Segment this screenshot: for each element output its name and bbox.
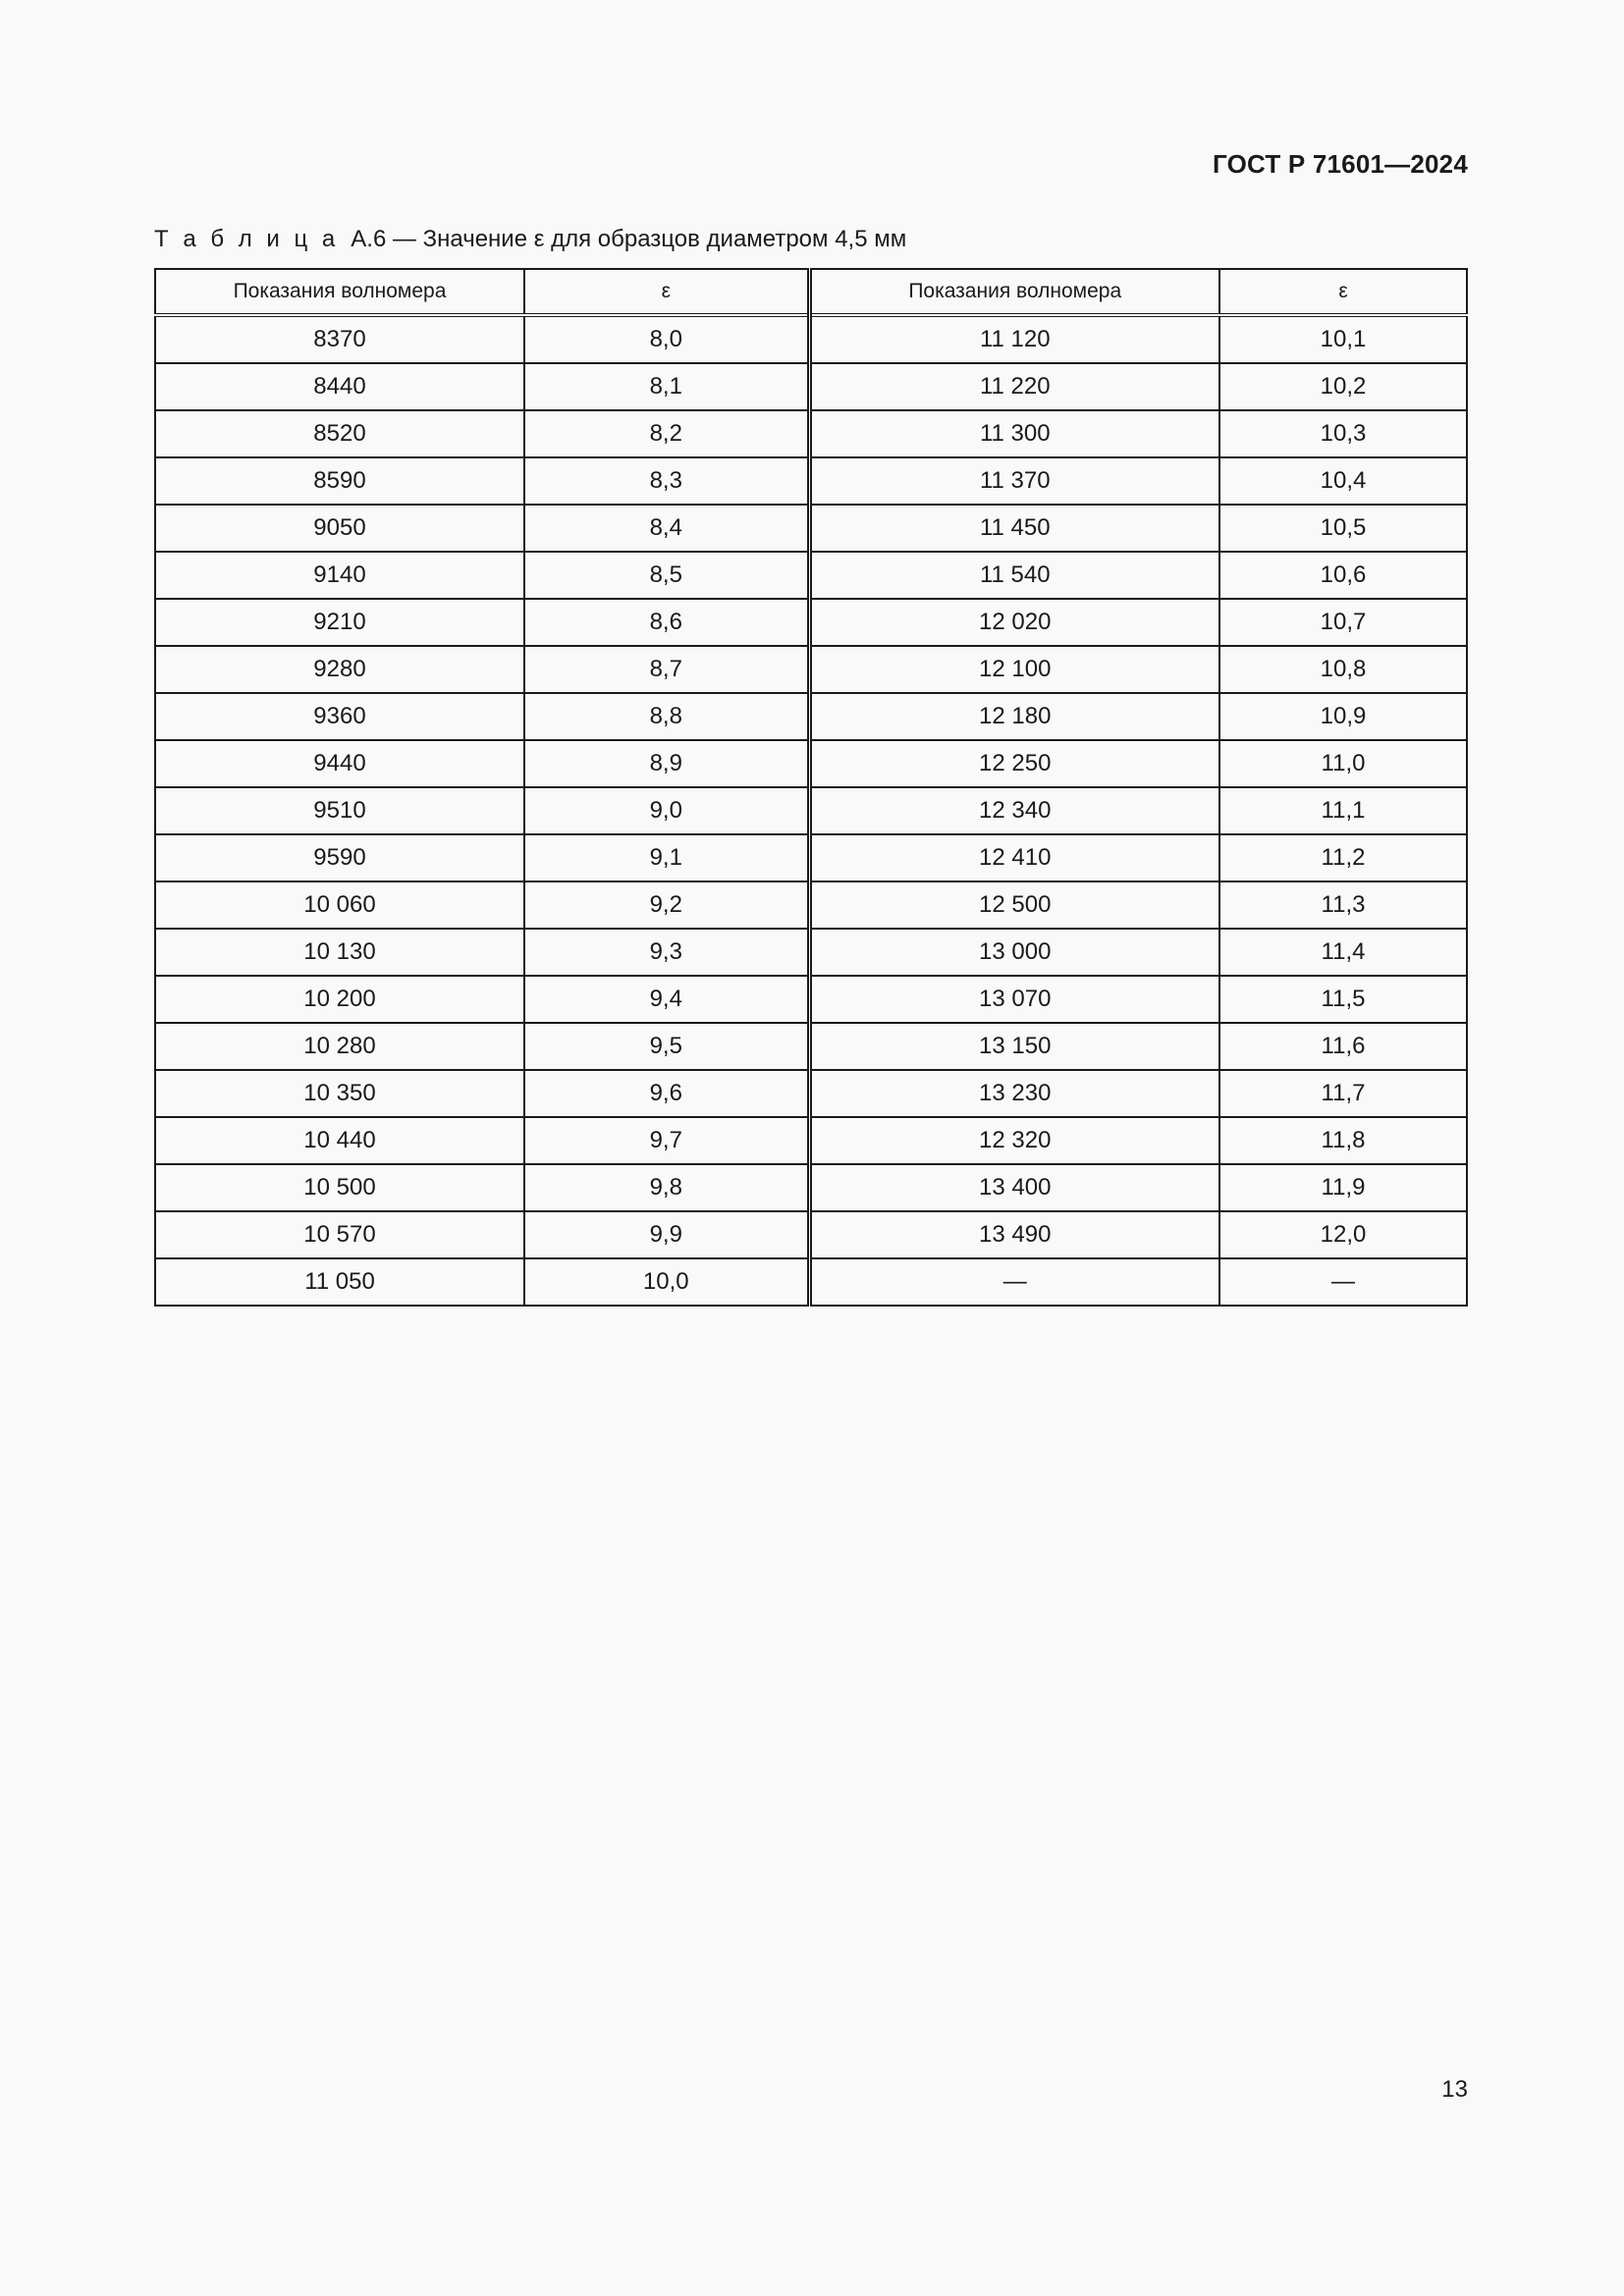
table-cell: 9210 (155, 599, 524, 646)
table-cell: 10,8 (1219, 646, 1467, 693)
table-cell: 8370 (155, 315, 524, 363)
table-cell: 8,3 (524, 457, 809, 505)
table-cell: — (809, 1258, 1219, 1306)
table-cell: 12 410 (809, 834, 1219, 881)
table-cell: 9,4 (524, 976, 809, 1023)
table-cell: 11,9 (1219, 1164, 1467, 1211)
table-cell: 12 500 (809, 881, 1219, 929)
table-cell: 11,7 (1219, 1070, 1467, 1117)
table-cell: 11 450 (809, 505, 1219, 552)
table-cell: 11 540 (809, 552, 1219, 599)
table-cell: 9140 (155, 552, 524, 599)
table-cell: 13 230 (809, 1070, 1219, 1117)
table-cell: 10 500 (155, 1164, 524, 1211)
table-cell: 12 250 (809, 740, 1219, 787)
table-cell: 9,7 (524, 1117, 809, 1164)
table-row (155, 505, 1467, 552)
table-cell: 10 440 (155, 1117, 524, 1164)
table-cell: 9,0 (524, 787, 809, 834)
table-cell: 11,6 (1219, 1023, 1467, 1070)
table-row (155, 976, 1467, 1023)
table-cell: 11 300 (809, 410, 1219, 457)
table-row (155, 1117, 1467, 1164)
table-cell: 10,0 (524, 1258, 809, 1306)
table-cell: 10 570 (155, 1211, 524, 1258)
table-body (155, 315, 1467, 1306)
table-cell: 8,2 (524, 410, 809, 457)
table-cell: 12,0 (1219, 1211, 1467, 1258)
table-cell: 11,0 (1219, 740, 1467, 787)
table-cell: 10 060 (155, 881, 524, 929)
table-cell: 11 220 (809, 363, 1219, 410)
table-cell: 9510 (155, 787, 524, 834)
table-cell: 8,6 (524, 599, 809, 646)
table-cell: 8,5 (524, 552, 809, 599)
table-cell: 12 020 (809, 599, 1219, 646)
table-cell: 10 350 (155, 1070, 524, 1117)
table-cell: 10 200 (155, 976, 524, 1023)
table-cell: 10,4 (1219, 457, 1467, 505)
table-cell: 10,6 (1219, 552, 1467, 599)
table-cell: 11,1 (1219, 787, 1467, 834)
table-cell: 8520 (155, 410, 524, 457)
table-cell: 13 400 (809, 1164, 1219, 1211)
table-row (155, 740, 1467, 787)
table-cell: 11,4 (1219, 929, 1467, 976)
table-cell: 8,9 (524, 740, 809, 787)
table-row (155, 1164, 1467, 1211)
table-cell: 10 130 (155, 929, 524, 976)
document-id: ГОСТ Р 71601—2024 (1213, 149, 1468, 179)
table-cell: 12 180 (809, 693, 1219, 740)
table-caption (154, 226, 906, 253)
table-row (155, 315, 1467, 363)
table-cell: 11,5 (1219, 976, 1467, 1023)
table-cell: 9280 (155, 646, 524, 693)
table-cell: 12 320 (809, 1117, 1219, 1164)
table-cell: 9,6 (524, 1070, 809, 1117)
table-cell: 9050 (155, 505, 524, 552)
table-row (155, 646, 1467, 693)
table-cell: 8,8 (524, 693, 809, 740)
table-cell: 11 050 (155, 1258, 524, 1306)
table-cell: 9,9 (524, 1211, 809, 1258)
table-cell: 10,2 (1219, 363, 1467, 410)
table-cell: 10,7 (1219, 599, 1467, 646)
table-cell: 13 000 (809, 929, 1219, 976)
table-header-row (155, 269, 1467, 315)
table-caption-label: Т а б л и ц а (154, 226, 340, 252)
data-table (154, 268, 1468, 1307)
table-cell: 9,2 (524, 881, 809, 929)
table-row (155, 599, 1467, 646)
table-cell: 10,9 (1219, 693, 1467, 740)
table-row (155, 693, 1467, 740)
table-cell: 8,7 (524, 646, 809, 693)
table-row (155, 929, 1467, 976)
table-cell: 9440 (155, 740, 524, 787)
table-cell: 11,3 (1219, 881, 1467, 929)
table-cell: 9360 (155, 693, 524, 740)
table-cell: 13 490 (809, 1211, 1219, 1258)
table-row (155, 1211, 1467, 1258)
table-cell: 8590 (155, 457, 524, 505)
table-row (155, 457, 1467, 505)
table-cell: 10,5 (1219, 505, 1467, 552)
table-caption-text: А.6 — Значение ε для образцов диаметром 4,5 мм (351, 226, 907, 252)
table-row (155, 363, 1467, 410)
table-row (155, 881, 1467, 929)
table-cell: 12 100 (809, 646, 1219, 693)
table-cell: 12 340 (809, 787, 1219, 834)
table-row (155, 787, 1467, 834)
table-cell: 11 120 (809, 315, 1219, 363)
table-cell: 8,4 (524, 505, 809, 552)
table-row (155, 552, 1467, 599)
table-row (155, 1023, 1467, 1070)
column-header: ε (524, 269, 809, 315)
table-row (155, 1258, 1467, 1306)
page-number: 13 (1441, 2076, 1468, 2103)
table-cell: 9,5 (524, 1023, 809, 1070)
table-row (155, 1070, 1467, 1117)
table-cell: 9,3 (524, 929, 809, 976)
column-header: Показания волномера (809, 269, 1219, 315)
table-cell: 10,3 (1219, 410, 1467, 457)
table-cell: 11,2 (1219, 834, 1467, 881)
table-cell: 8440 (155, 363, 524, 410)
table-cell: 10,1 (1219, 315, 1467, 363)
table-cell: 8,1 (524, 363, 809, 410)
table-cell: 9590 (155, 834, 524, 881)
table-cell: 11 370 (809, 457, 1219, 505)
table-cell: 9,1 (524, 834, 809, 881)
table-cell: 11,8 (1219, 1117, 1467, 1164)
column-header: Показания волномера (155, 269, 524, 315)
column-header: ε (1219, 269, 1467, 315)
table-cell: 9,8 (524, 1164, 809, 1211)
table-cell: 8,0 (524, 315, 809, 363)
table-cell: 13 070 (809, 976, 1219, 1023)
table-row (155, 834, 1467, 881)
table-row (155, 410, 1467, 457)
table-cell: — (1219, 1258, 1467, 1306)
table-cell: 10 280 (155, 1023, 524, 1070)
table-cell: 13 150 (809, 1023, 1219, 1070)
